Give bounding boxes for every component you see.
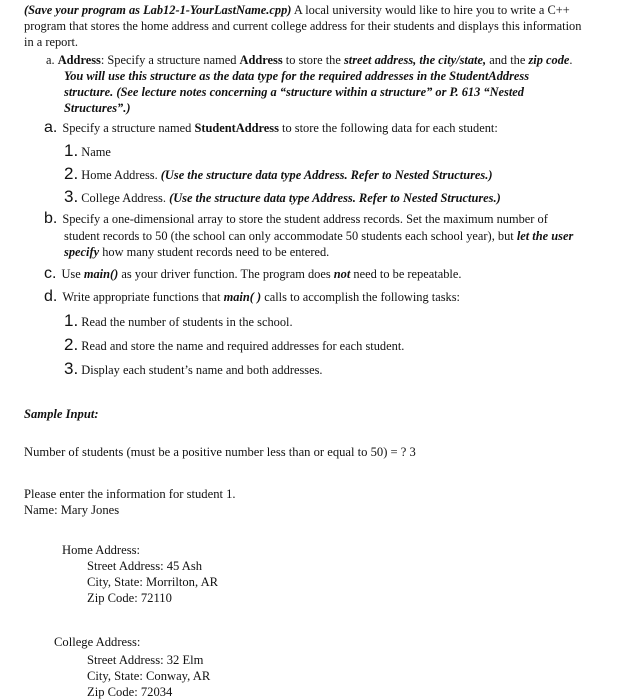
college-address-label: College Address: <box>54 635 141 649</box>
item-d-main: main( ) <box>223 290 262 304</box>
intro-line-2: program that stores the home address and current college address for their students and displays this information <box>24 19 582 33</box>
item-d-text: Write appropriate functions that <box>62 290 224 304</box>
address-zip: zip code <box>528 53 570 67</box>
item-a-sub-1-marker: 1. <box>64 141 79 160</box>
intro-line-1 <box>24 2 639 18</box>
item-b-marker: b. <box>44 210 58 227</box>
item-a-sub-2-marker: 2. <box>64 164 79 183</box>
item-a-sub-2 <box>64 163 492 185</box>
sample-input-heading: Sample Input: <box>24 407 99 421</box>
item-a-sub-3 <box>64 186 501 208</box>
intro-title: (Save your program as Lab12-1-YourLastName.cpp) <box>24 3 292 17</box>
item-a-sub-3-marker: 3. <box>64 187 79 206</box>
item-a-sub-3-note: (Use the structure data type Address. Refer to Nested Structures.) <box>169 191 501 205</box>
item-c-main: main() <box>83 267 119 281</box>
address-spec-line-3: structure. (See lecture notes concerning a “structure within a structure” or P. 613 “Nested <box>64 85 524 99</box>
address-spec-text: . <box>569 53 573 67</box>
item-d-sub-2-text: Read and store the name and required addresses for each student. <box>81 339 405 353</box>
item-a-sub-2-text: Home Address. <box>81 168 161 182</box>
address-fields: street address, the city/state, <box>343 53 487 67</box>
item-c-not: not <box>333 267 351 281</box>
item-d-sub-2-marker: 2. <box>64 335 79 354</box>
item-d-text: calls to accomplish the following tasks: <box>261 290 460 304</box>
item-d-marker: d. <box>44 288 58 305</box>
student-address-name: StudentAddress <box>194 121 279 135</box>
item-a-text: Specify a structure named <box>62 121 195 135</box>
item-b-line-3 <box>64 244 329 260</box>
item-c-text: need to be repeatable. <box>350 267 462 281</box>
home-zip: Zip Code: 72110 <box>87 591 172 605</box>
college-street: Street Address: 32 Elm <box>87 653 204 667</box>
sample-enter-info: Please enter the information for student 1. <box>24 487 236 501</box>
sample-count-prompt: Number of students (must be a positive number less than or equal to 50) = ? 3 <box>24 445 416 459</box>
item-a-sub-3-text: College Address. <box>81 191 170 205</box>
address-spec-line-1 <box>46 52 641 68</box>
item-a-marker: a. <box>44 119 58 136</box>
item-a-sub-1 <box>64 140 111 162</box>
item-b-text: Specify a one-dimensional array to store the student address records. Set the maximum number of <box>62 212 548 226</box>
address-struct-name: Address <box>239 53 283 67</box>
item-d-sub-3 <box>64 358 323 380</box>
item-d-sub-3-marker: 3. <box>64 359 79 378</box>
address-spec-text: to store the <box>282 53 344 67</box>
item-b-emphasis: let the user <box>516 229 574 243</box>
item-b-text: student records to 50 (the school can only accommodate 50 students each school year), but <box>64 229 517 243</box>
item-c-marker: c. <box>44 265 57 282</box>
home-city: City, State: Morrilton, AR <box>87 575 219 589</box>
intro-line-3: in a report. <box>24 35 79 49</box>
address-spec-marker: a. <box>46 53 55 67</box>
home-address-label: Home Address: <box>62 543 141 557</box>
item-d <box>44 287 460 308</box>
item-d-sub-1-marker: 1. <box>64 311 79 330</box>
address-spec-line-2: You will use this structure as the data type for the required addresses in the StudentAddress <box>64 69 530 83</box>
address-spec-text: and the <box>486 53 529 67</box>
item-d-sub-3-text: Display each student’s name and both addresses. <box>81 363 323 377</box>
item-d-sub-1-text: Read the number of students in the school. <box>81 315 293 329</box>
item-b-text: how many student records need to be entered. <box>99 245 330 259</box>
item-b-emphasis: specify <box>64 245 100 259</box>
address-spec-line-4: Structures”.) <box>64 101 131 115</box>
item-c <box>44 264 461 285</box>
address-spec-text: : Specify a structure named <box>100 53 240 67</box>
item-b-line-2 <box>64 228 573 244</box>
item-c-text: Use <box>61 267 84 281</box>
intro-text: A local university would like to hire you to write a C++ <box>291 3 570 17</box>
address-spec-lead: Address <box>57 53 101 67</box>
item-c-text: as your driver function. The program does <box>118 267 334 281</box>
college-city: City, State: Conway, AR <box>87 669 211 683</box>
item-a-sub-1-text: Name <box>81 145 111 159</box>
item-b-line-1 <box>44 209 548 230</box>
item-d-sub-2 <box>64 334 404 356</box>
item-a-text: to store the following data for each student: <box>278 121 498 135</box>
sample-name-line: Name: Mary Jones <box>24 503 120 517</box>
home-street: Street Address: 45 Ash <box>87 559 203 573</box>
student-address-spec <box>44 118 498 139</box>
item-a-sub-2-note: (Use the structure data type Address. Refer to Nested Structures.) <box>160 168 493 182</box>
item-d-sub-1 <box>64 310 293 332</box>
college-zip: Zip Code: 72034 <box>87 685 173 699</box>
